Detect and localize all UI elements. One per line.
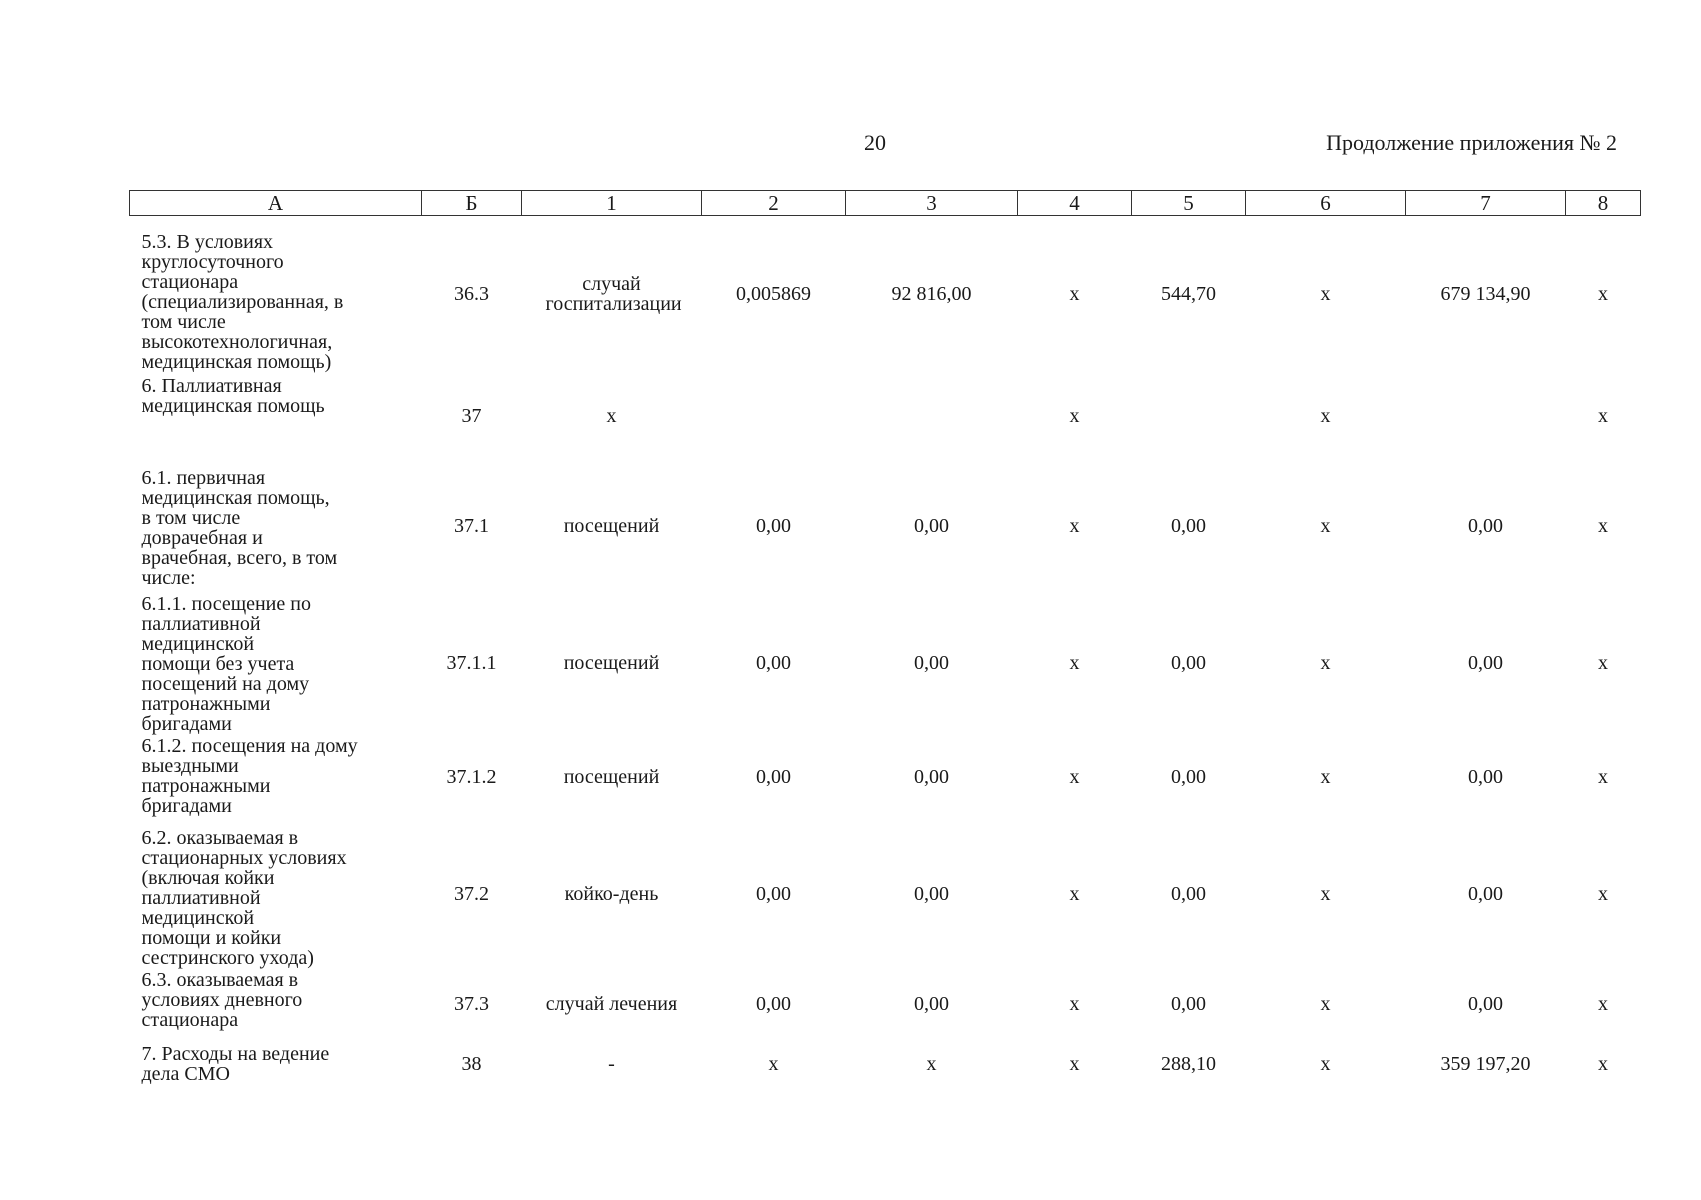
row-label-line: врачебная, всего, в том xyxy=(141,547,338,569)
row-label-line: доврачебная и xyxy=(141,527,263,549)
table-cell-col-2: 0,00 xyxy=(756,515,791,537)
column-header-4: 4 xyxy=(1018,191,1132,216)
row-label xyxy=(130,592,422,734)
row-label-line: (специализированная, в xyxy=(141,291,344,313)
table-cell-col-4: х xyxy=(1069,652,1080,674)
table-cell-col-6: х xyxy=(1320,515,1331,537)
table-cell-col-7: 0,00 xyxy=(1468,883,1503,905)
column-header-5: 5 xyxy=(1132,191,1246,216)
row-label-line: круглосуточного xyxy=(141,251,284,273)
table-row xyxy=(130,372,1641,460)
row-label-line: сестринского ухода) xyxy=(141,947,314,969)
table-cell-col-b: 37.3 xyxy=(454,993,489,1015)
table-cell-col-2: 0,00 xyxy=(756,652,791,674)
row-label-line: посещений на дому xyxy=(141,673,310,695)
table-cell-col-1: случай лечения xyxy=(545,993,678,1015)
table-cell-col-5: 544,70 xyxy=(1161,283,1216,305)
table-cell-col-4: х xyxy=(1069,1053,1080,1075)
row-label-line: медицинская помощь xyxy=(141,395,325,417)
table-cell-col-3: 0,00 xyxy=(914,993,949,1015)
row-label-line: стационара xyxy=(141,271,239,293)
table-cell-col-3: 92 816,00 xyxy=(891,283,972,305)
table-cell-col-3: х xyxy=(926,1053,937,1075)
row-label-line: том числе xyxy=(141,311,226,333)
appendix-continuation-note: Продолжение приложения № 2 xyxy=(1326,130,1617,155)
column-header-7: 7 xyxy=(1406,191,1566,216)
table-cell-col-8: х xyxy=(1598,993,1608,1015)
table-cell-col-8: х xyxy=(1598,283,1608,305)
row-label-line: 6. Паллиативная xyxy=(141,375,282,397)
row-label-line: медицинской xyxy=(141,633,255,655)
row-label-line: патронажными xyxy=(141,693,271,715)
row-label-line: медицинская помощь, xyxy=(141,487,330,509)
table-cell-col-4: х xyxy=(1069,283,1080,305)
row-label-line: помощи и койки xyxy=(141,927,282,949)
table-cell-col-2: 0,005869 xyxy=(736,283,811,305)
table-cell-col-6: х xyxy=(1320,283,1331,305)
table-cell-col-3: 0,00 xyxy=(914,883,949,905)
row-label-line: (включая койки xyxy=(141,867,275,889)
table-cell-col-8: х xyxy=(1598,405,1608,427)
row-label-line: высокотехнологичная, xyxy=(141,331,333,353)
table-cell-col-6: х xyxy=(1320,766,1331,788)
row-label-line: 7. Расходы на ведение xyxy=(141,1043,330,1065)
row-label-line: паллиативной xyxy=(141,613,261,635)
row-label xyxy=(130,968,422,1040)
table-cell-col-8: х xyxy=(1598,1053,1608,1075)
table-cell-col-6: х xyxy=(1320,405,1331,427)
table-row xyxy=(130,820,1641,968)
row-label-line: стационара xyxy=(141,1009,239,1031)
row-label-line: дела СМО xyxy=(141,1063,230,1085)
table-row xyxy=(130,460,1641,592)
row-label-line: помощи без учета xyxy=(141,653,295,675)
table-row xyxy=(130,216,1641,373)
table-cell-col-b: 37.1.1 xyxy=(446,652,497,674)
column-header-6: 6 xyxy=(1246,191,1406,216)
table-cell-col-4: х xyxy=(1069,515,1080,537)
table-cell-col-5: 0,00 xyxy=(1171,993,1206,1015)
table-cell-col-5: 288,10 xyxy=(1161,1053,1216,1075)
table-cell-col-4: х xyxy=(1069,993,1080,1015)
table-cell-col-7: 0,00 xyxy=(1468,766,1503,788)
row-label xyxy=(130,820,422,968)
financing-table xyxy=(129,190,1641,1088)
row-label xyxy=(130,1040,422,1088)
table-cell-col-7: 0,00 xyxy=(1468,652,1503,674)
row-label-line: паллиативной xyxy=(141,887,261,909)
row-label-line: 6.3. оказываемая в xyxy=(141,969,299,991)
row-label-line: числе: xyxy=(141,567,196,589)
row-label xyxy=(130,734,422,820)
row-label-line: 5.3. В условиях xyxy=(141,231,274,253)
table-cell-col-1: посещений xyxy=(563,652,660,674)
table-cell-col-6: х xyxy=(1320,883,1331,905)
table-row xyxy=(130,592,1641,734)
table-cell-col-1: посещений xyxy=(563,766,660,788)
table-cell-col-8: х xyxy=(1598,766,1608,788)
table-cell-col-4: х xyxy=(1069,405,1080,427)
table-cell-col-8: х xyxy=(1598,515,1608,537)
table-cell-col-3: 0,00 xyxy=(914,515,949,537)
financing-table-container xyxy=(129,190,1640,1088)
table-cell-col-7: 359 197,20 xyxy=(1440,1053,1531,1075)
table-cell-col-b: 38 xyxy=(461,1053,482,1075)
table-row xyxy=(130,1040,1641,1088)
table-cell-col-b: 36.3 xyxy=(454,283,489,305)
table-cell-col-2: 0,00 xyxy=(756,883,791,905)
row-label xyxy=(130,216,422,373)
row-label-line: бригадами xyxy=(141,713,232,735)
table-cell-col-8: х xyxy=(1598,652,1608,674)
table-cell-col-6: х xyxy=(1320,993,1331,1015)
table-cell-col-5: 0,00 xyxy=(1171,766,1206,788)
table-cell-col-b: 37.1.2 xyxy=(446,766,497,788)
table-cell-col-5: 0,00 xyxy=(1171,883,1206,905)
page-number: 20 xyxy=(864,130,886,155)
table-cell-col-2: 0,00 xyxy=(756,993,791,1015)
table-cell-col-6: х xyxy=(1320,1053,1331,1075)
row-label xyxy=(130,460,422,592)
table-cell-col-b: 37.1 xyxy=(454,515,489,537)
table-cell-col-4: х xyxy=(1069,883,1080,905)
table-body xyxy=(130,216,1641,1089)
column-header-8: 8 xyxy=(1566,191,1641,216)
column-header-3: 3 xyxy=(846,191,1018,216)
table-cell-col-5: 0,00 xyxy=(1171,515,1206,537)
table-cell-col-7 xyxy=(1406,372,1566,460)
table-cell-col-1: койко-день xyxy=(564,883,659,905)
row-label xyxy=(130,372,422,460)
row-label-line: медицинской xyxy=(141,907,255,929)
row-label-line: 6.1. первичная xyxy=(141,467,266,489)
table-cell-col-6: х xyxy=(1320,652,1331,674)
table-cell-col-1: х xyxy=(606,405,617,427)
table-row xyxy=(130,968,1641,1040)
column-header-a: А xyxy=(130,191,422,216)
table-cell-col-3: 0,00 xyxy=(914,652,949,674)
table-cell-col-3 xyxy=(846,372,1018,460)
table-cell-col-3: 0,00 xyxy=(914,766,949,788)
table-cell-col-1: - xyxy=(608,1053,615,1075)
row-label-line: бригадами xyxy=(141,795,232,817)
column-header-2: 2 xyxy=(702,191,846,216)
table-header xyxy=(130,191,1641,216)
header-row xyxy=(130,191,1641,216)
table-cell-col-2: х xyxy=(768,1053,779,1075)
table-cell-col-8: х xyxy=(1598,883,1608,905)
row-label-line: патронажными xyxy=(141,775,271,797)
table-cell-col-b: 37.2 xyxy=(454,883,489,905)
row-label-line: стационарных условиях xyxy=(141,847,347,869)
column-header-1: 1 xyxy=(522,191,702,216)
table-row xyxy=(130,734,1641,820)
table-cell-col-1: случай госпитализации xyxy=(545,273,682,315)
table-cell-col-5: 0,00 xyxy=(1171,652,1206,674)
row-label-line: 6.2. оказываемая в xyxy=(141,827,299,849)
table-cell-col-7: 0,00 xyxy=(1468,993,1503,1015)
row-label-line: медицинская помощь) xyxy=(141,351,332,373)
row-label-line: условиях дневного xyxy=(141,989,303,1011)
row-label-line: в том числе xyxy=(141,507,241,529)
table-cell-col-5 xyxy=(1132,372,1246,460)
row-label-line: 6.1.1. посещение по xyxy=(141,593,311,615)
table-cell-col-b: 37 xyxy=(461,405,482,427)
row-label-line: 6.1.2. посещения на дому xyxy=(141,735,358,757)
table-cell-col-2 xyxy=(702,372,846,460)
table-cell-col-7: 679 134,90 xyxy=(1440,283,1531,305)
column-header-b: Б xyxy=(422,191,522,216)
row-label-line: выездными xyxy=(141,755,239,777)
table-cell-col-1: посещений xyxy=(563,515,660,537)
table-cell-col-7: 0,00 xyxy=(1468,515,1503,537)
table-cell-col-4: х xyxy=(1069,766,1080,788)
table-cell-col-2: 0,00 xyxy=(756,766,791,788)
